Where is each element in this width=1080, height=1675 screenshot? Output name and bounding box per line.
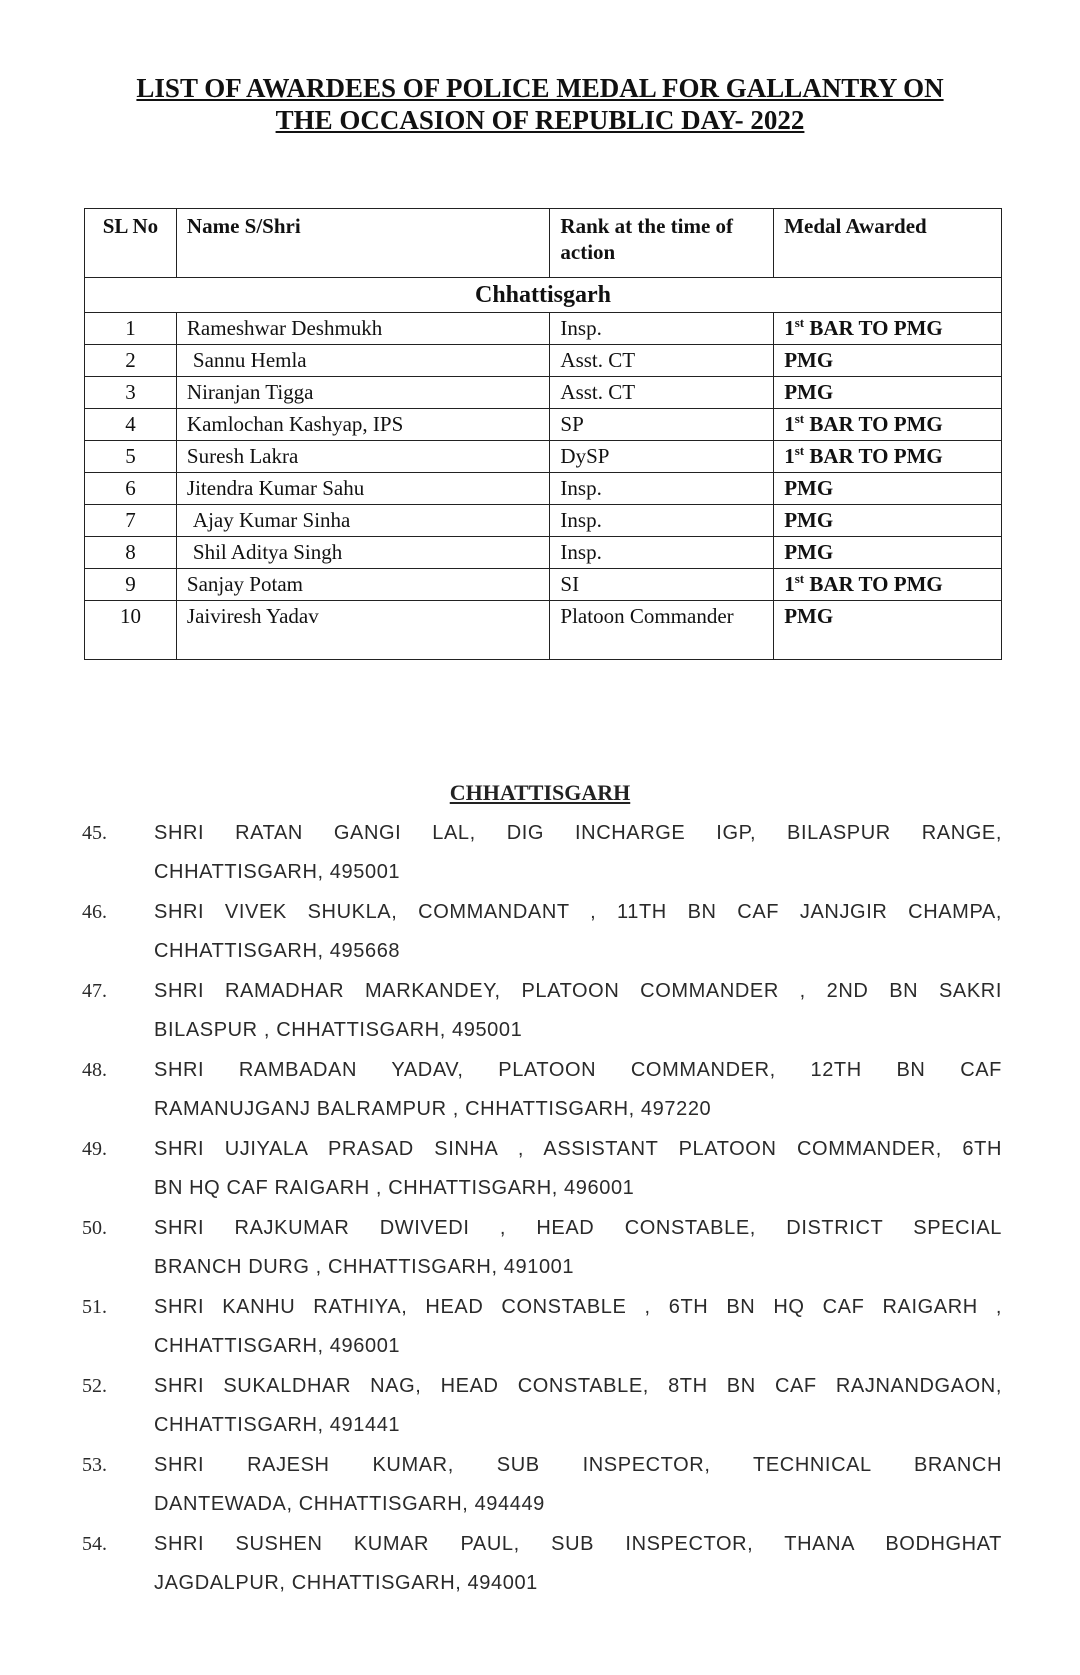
row-medal: PMG [774, 377, 1002, 409]
row-medal [774, 569, 1002, 601]
row-name: Sanjay Potam [176, 569, 550, 601]
table-row [85, 409, 1002, 441]
row-rank: SI [550, 569, 774, 601]
list-item-line-1: SHRI SUSHEN KUMAR PAUL, SUB INSPECTOR, THANA BODHGHAT [154, 1533, 1002, 1555]
row-name: Jitendra Kumar Sahu [176, 473, 550, 505]
list-item-line-1: SHRI RAJKUMAR DWIVEDI , HEAD CONSTABLE, DISTRICT SPECIAL [154, 1217, 1002, 1239]
medal-sup: st [794, 315, 805, 330]
row-sl: 9 [85, 569, 177, 601]
medal-text: BAR TO PMG [809, 412, 943, 436]
list-item-number: 52. [82, 1375, 107, 1397]
row-name: Kamlochan Kashyap, IPS [176, 409, 550, 441]
state-name: Chhattisgarh [85, 278, 1002, 313]
table-header-row [85, 209, 1002, 278]
list-heading: CHHATTISGARH [449, 780, 631, 805]
title-line-2: THE OCCASION OF REPUBLIC DAY- 2022 [275, 105, 805, 135]
list-item-number: 47. [82, 980, 107, 1002]
medal-text: BAR TO PMG [809, 572, 943, 596]
table-row [85, 537, 1002, 569]
row-rank: Platoon Commander [550, 601, 774, 660]
list-item-line-2: RAMANUJGANJ BALRAMPUR , CHHATTISGARH, 497220 [154, 1098, 712, 1120]
row-name: Jaiviresh Yadav [176, 601, 550, 660]
medal-sup: st [794, 571, 805, 586]
list-item-line-1: SHRI RATAN GANGI LAL, DIG INCHARGE IGP, BILASPUR RANGE, [154, 822, 1002, 844]
row-medal: PMG [774, 505, 1002, 537]
header-medal: Medal Awarded [774, 209, 1002, 278]
row-sl: 8 [85, 537, 177, 569]
header-sl-no: SL No [85, 209, 177, 278]
row-medal: PMG [774, 473, 1002, 505]
list-item-line-2: CHHATTISGARH, 491441 [154, 1414, 401, 1436]
awardees-table [84, 208, 1002, 660]
medal-num: 1 [784, 572, 795, 596]
row-name: Niranjan Tigga [176, 377, 550, 409]
header-rank-line-2: action [560, 240, 616, 264]
list-item-number: 51. [82, 1296, 107, 1318]
row-medal [774, 441, 1002, 473]
list-item-line-2: DANTEWADA, CHHATTISGARH, 494449 [154, 1493, 545, 1515]
header-rank-line-1: Rank at the time of [560, 214, 734, 238]
list-item-number: 49. [82, 1138, 107, 1160]
row-medal [774, 313, 1002, 345]
row-sl: 7 [85, 505, 177, 537]
row-sl: 10 [85, 601, 177, 660]
list-item-line-1: SHRI VIVEK SHUKLA, COMMANDANT , 11TH BN CAF JANJGIR CHAMPA, [154, 901, 1002, 923]
header-rank [550, 209, 774, 278]
table-row [85, 601, 1002, 660]
list-item-number: 50. [82, 1217, 107, 1239]
table-row [85, 377, 1002, 409]
row-rank: SP [550, 409, 774, 441]
row-name: Sannu Hemla [176, 345, 550, 377]
list-item-line-2: BN HQ CAF RAIGARH , CHHATTISGARH, 496001 [154, 1177, 635, 1199]
list-item-number: 53. [82, 1454, 107, 1476]
list-item-line-2: JAGDALPUR, CHHATTISGARH, 494001 [154, 1572, 538, 1594]
table-row [85, 441, 1002, 473]
row-sl: 3 [85, 377, 177, 409]
medal-num: 1 [784, 444, 795, 468]
row-medal: PMG [774, 345, 1002, 377]
header-name: Name S/Shri [176, 209, 550, 278]
row-name: Suresh Lakra [176, 441, 550, 473]
medal-sup: st [794, 411, 805, 426]
medal-text: BAR TO PMG [809, 444, 943, 468]
list-item-line-2: CHHATTISGARH, 495001 [154, 861, 401, 883]
row-rank: Insp. [550, 505, 774, 537]
table-row [85, 313, 1002, 345]
list-item-line-2: CHHATTISGARH, 495668 [154, 940, 401, 962]
list-item-number: 48. [82, 1059, 107, 1081]
row-medal [774, 409, 1002, 441]
row-medal: PMG [774, 537, 1002, 569]
row-sl: 1 [85, 313, 177, 345]
list-item-line-1: SHRI RAJESH KUMAR, SUB INSPECTOR, TECHNICAL BRANCH [154, 1454, 1002, 1476]
row-name: Ajay Kumar Sinha [176, 505, 550, 537]
medal-sup: st [794, 443, 805, 458]
medal-num: 1 [784, 316, 795, 340]
row-name: Rameshwar Deshmukh [176, 313, 550, 345]
state-row [85, 278, 1002, 313]
list-item-number: 54. [82, 1533, 107, 1555]
row-sl: 5 [85, 441, 177, 473]
list-item-line-1: SHRI KANHU RATHIYA, HEAD CONSTABLE , 6TH BN HQ CAF RAIGARH , [154, 1296, 1002, 1318]
row-medal: PMG [774, 601, 1002, 660]
row-sl: 4 [85, 409, 177, 441]
medal-text: BAR TO PMG [809, 316, 943, 340]
row-sl: 2 [85, 345, 177, 377]
list-item-line-1: SHRI UJIYALA PRASAD SINHA , ASSISTANT PLATOON COMMANDER, 6TH [154, 1138, 1002, 1160]
row-rank: Insp. [550, 537, 774, 569]
document-title [60, 72, 1020, 136]
list-item-number: 46. [82, 901, 107, 923]
table-row [85, 505, 1002, 537]
row-name: Shil Aditya Singh [176, 537, 550, 569]
title-line-1: LIST OF AWARDEES OF POLICE MEDAL FOR GALLANTRY ON [136, 73, 944, 103]
row-sl: 6 [85, 473, 177, 505]
list-item-line-2: BILASPUR , CHHATTISGARH, 495001 [154, 1019, 523, 1041]
table-row [85, 473, 1002, 505]
list-item-line-1: SHRI RAMBADAN YADAV, PLATOON COMMANDER, 12TH BN CAF [154, 1059, 1002, 1081]
row-rank: Asst. CT [550, 377, 774, 409]
table-row [85, 569, 1002, 601]
list-item-line-2: CHHATTISGARH, 496001 [154, 1335, 401, 1357]
list-item-line-1: SHRI SUKALDHAR NAG, HEAD CONSTABLE, 8TH BN CAF RAJNANDGAON, [154, 1375, 1002, 1397]
medal-num: 1 [784, 412, 795, 436]
row-rank: Asst. CT [550, 345, 774, 377]
table-row [85, 345, 1002, 377]
list-item-line-1: SHRI RAMADHAR MARKANDEY, PLATOON COMMANDER , 2ND BN SAKRI [154, 980, 1002, 1002]
list-item-number: 45. [82, 822, 107, 844]
list-item-line-2: BRANCH DURG , CHHATTISGARH, 491001 [154, 1256, 575, 1278]
row-rank: DySP [550, 441, 774, 473]
row-rank: Insp. [550, 473, 774, 505]
row-rank: Insp. [550, 313, 774, 345]
